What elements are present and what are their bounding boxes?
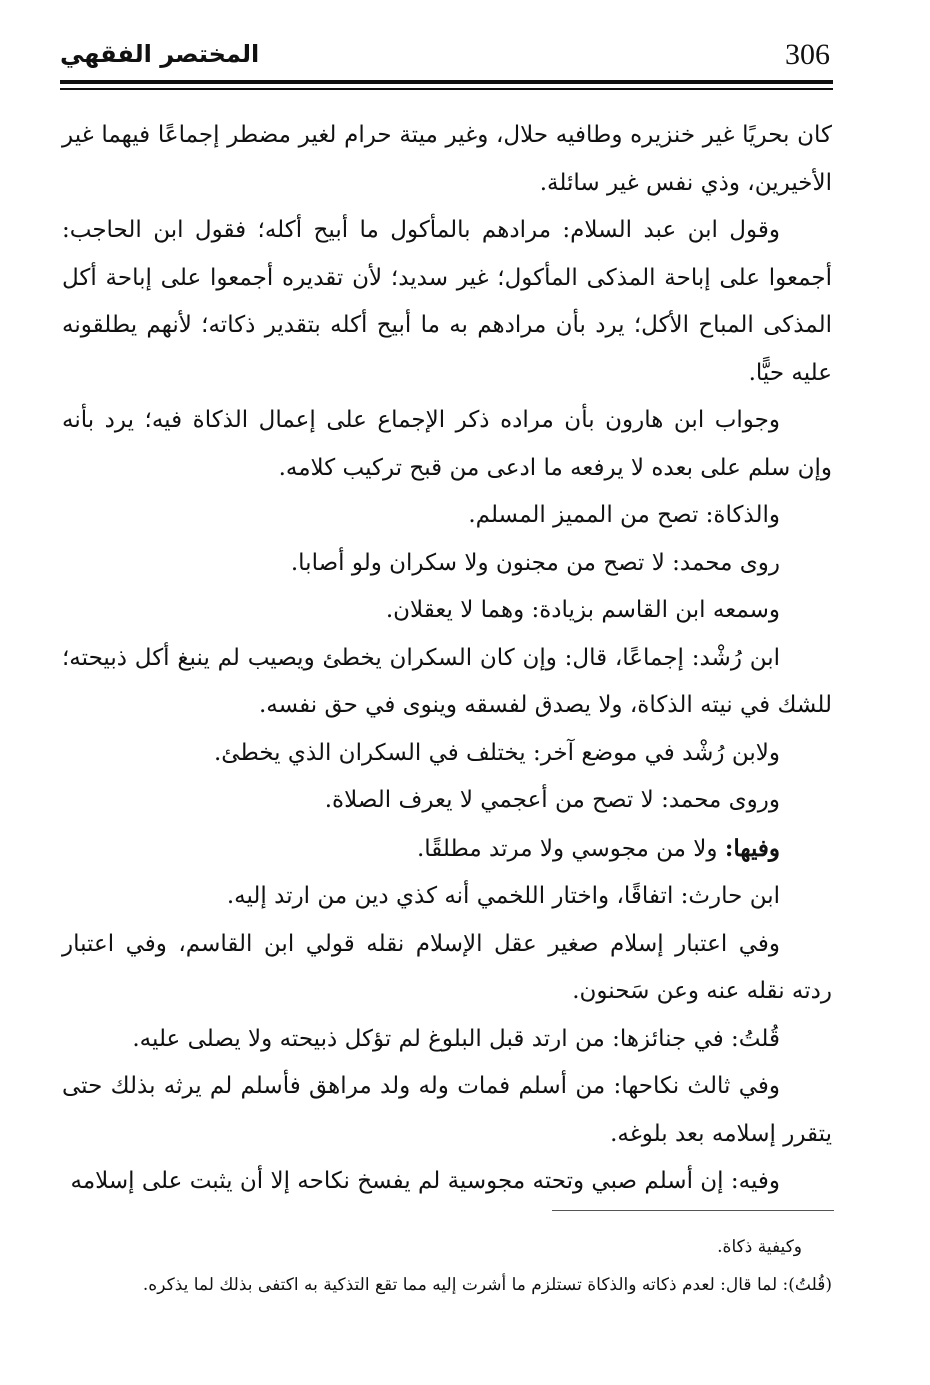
paragraph: روى محمد: لا تصح من مجنون ولا سكران ولو أصابا. — [290, 549, 780, 576]
paragraph: وروى محمد: لا تصح من أعجمي لا يعرف الصلاة. — [324, 787, 780, 813]
paragraph-rest: ولا من مجوسي ولا مرتد مطلقًا. — [416, 835, 725, 862]
footnote: وكيفية ذكاة. — [717, 1237, 802, 1257]
paragraph: وقول ابن عبد السلام: مرادهم بالمأكول ما أبيح أكله؛ فقول ابن الحاجب: أجمعوا على إباحة المذكى المأكول؛ غير سديد؛ لأن تقديره أجمعوا على إباحة أكل المذكى المباح الأكل؛ يرد بأن مرادهم به ما أبيح أكله بتقدير ذكاته؛ لأنهم يطلقونه عليه حيًّا. — [62, 217, 832, 386]
paragraph: وجواب ابن هارون بأن مراده ذكر الإجماع على إعمال الذكاة فيه؛ يرد بأنه وإن سلم على بعده لا يرفعه ما ادعى من قبح تركيب كلامه. — [62, 407, 832, 481]
paragraph: وفيه: إن أسلم صبي وتحته مجوسية لم يفسخ نكاحه إلا أن يثبت على إسلامه — [70, 1168, 780, 1194]
bold-lead: وفيها: — [724, 834, 780, 862]
paragraph: وفي اعتبار إسلام صغير عقل الإسلام نقله قولي ابن القاسم، وفي اعتبار ردته نقله عنه وعن سَحنون. — [62, 930, 832, 1004]
footnotes — [62, 1228, 832, 1304]
page-number: 306 — [785, 38, 830, 71]
page-header — [60, 30, 830, 82]
paragraph: كان بحريًا غير خنزيره وطافيه حلال، وغير ميتة حرام لغير مضطر إجماعًا فيهما غير الأخيرين، وذي نفس غير سائلة. — [62, 122, 832, 196]
paragraph: وفي ثالث نكاحها: من أسلم فمات وله ولد مراهق فأسلم لم يرثه بذلك حتى يتقرر إسلامه بعد بلوغه. — [62, 1073, 832, 1147]
paragraph: ابن حارث: اتفاقًا، واختار اللخمي أنه كذي دين من ارتد إليه. — [226, 883, 780, 909]
paragraph — [62, 825, 832, 874]
paragraph: والذكاة: تصح من المميز المسلم. — [468, 502, 780, 528]
running-title: المختصر الفقهي — [60, 40, 260, 68]
footnote-separator — [552, 1210, 834, 1211]
header-rule-thick — [60, 80, 833, 84]
paragraph: ولابن رُشْد في موضع آخر: يختلف في السكران الذي يخطئ. — [213, 739, 780, 766]
paragraph: ابن رُشْد: إجماعًا، قال: وإن كان السكران يخطئ ويصيب لم ينبغ أكل ذبيحته؛ للشك في نيته الذكاة، ولا يصدق لفسقه وينوى في حق نفسه. — [62, 644, 832, 718]
paragraph: وسمعه ابن القاسم بزيادة: وهما لا يعقلان. — [385, 597, 780, 623]
header-rule-thin — [60, 88, 833, 90]
footnote: (قُلتُ): لما قال: لعدم ذكاته والذكاة تستلزم ما أشرت إليه مما تقع التذكية به اكتفى بذلك لما يذكره. — [142, 1275, 832, 1295]
main-text — [62, 112, 832, 1206]
paragraph: قُلتُ: في جنائزها: من ارتد قبل البلوغ لم تؤكل ذبيحته ولا يصلى عليه. — [132, 1025, 780, 1052]
